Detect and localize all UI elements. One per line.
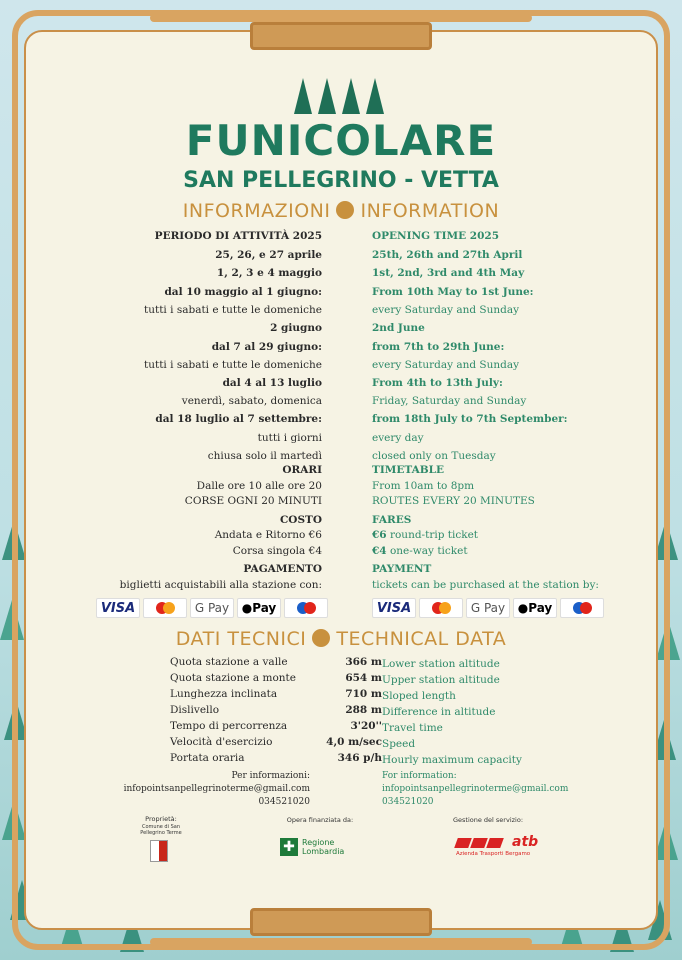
owner-label: Proprietà: (145, 815, 177, 823)
tech-label-it: Velocità d'esercizio (170, 736, 273, 748)
fare-roundtrip-en (372, 529, 478, 542)
schedule-it: PERIODO DI ATTIVITÀ 2025 (154, 230, 322, 242)
fare-oneway-it: Corsa singola €4 (232, 545, 322, 557)
technical-heading-en: TECHNICAL DATA (336, 628, 507, 650)
schedule-en: Friday, Saturday and Sunday (372, 395, 527, 407)
schedule-it: tutti i sabati e tutte le domeniche (144, 304, 322, 316)
payment-text-en: tickets can be purchased at the station by: (372, 579, 599, 591)
payment-heading-en: PAYMENT (372, 563, 432, 575)
tech-label-en: Difference in altitude (382, 706, 496, 718)
schedule-en: every day (372, 432, 424, 444)
schedule-en: 2nd June (372, 322, 425, 334)
trees-logo-icon (294, 78, 384, 114)
schedule-en: every Saturday and Sunday (372, 359, 520, 371)
apple-pay-label: Pay (252, 601, 277, 615)
frame-bar-top (150, 14, 532, 22)
timetable-frequency-en: ROUTES EVERY 20 MINUTES (372, 495, 535, 507)
tech-value: 288 m (345, 704, 382, 716)
mastercard-icon (419, 598, 463, 618)
apple-icon: ● (241, 601, 253, 615)
payment-heading-it: PAGAMENTO (243, 563, 322, 575)
tech-value: 3'20'' (350, 720, 382, 732)
google-pay-icon: G Pay (190, 598, 234, 618)
fares-heading-it: COSTO (279, 514, 322, 526)
dot-icon (312, 629, 330, 647)
apple-pay-icon (237, 598, 281, 618)
fare-oneway-en (372, 545, 468, 558)
tech-label-it: Tempo di percorrenza (170, 720, 288, 732)
atb-name: Azienda Trasporti Bergamo (456, 851, 531, 857)
poster-title: FUNICOLARE (185, 116, 497, 165)
mastercard-icon (143, 598, 187, 618)
frame-bar-bottom (150, 938, 532, 946)
payment-methods-en (372, 598, 604, 618)
technical-heading-it: DATI TECNICI (175, 628, 307, 650)
payment-methods-it (96, 598, 328, 618)
apple-icon: ● (517, 601, 529, 615)
schedule-it: dal 7 al 29 giugno: (211, 341, 322, 353)
lombardia-rose-icon: ✚ (280, 838, 298, 856)
schedule-it: tutti i sabati e tutte le domeniche (144, 359, 322, 371)
google-pay-icon: G Pay (466, 598, 510, 618)
owner-name: Comune di San Pellegrino Terme (140, 824, 182, 836)
tech-label-en: Travel time (382, 722, 443, 734)
schedule-it: dal 18 luglio al 7 settembre: (155, 413, 322, 425)
fare-oneway-price: €4 (372, 545, 387, 557)
fares-heading-en: FARES (372, 514, 412, 526)
tech-label-it: Dislivello (170, 704, 220, 716)
lombardia-name-1: Regione (302, 838, 335, 847)
schedule-en: 1st, 2nd, 3rd and 4th May (372, 267, 525, 279)
schedule-en: From 10th May to 1st June: (372, 286, 534, 298)
tech-value: 710 m (345, 688, 382, 700)
funded-label: Opera finanziata da: (286, 816, 354, 824)
schedule-it: venerdì, sabato, domenica (181, 395, 322, 407)
schedule-en: From 4th to 13th July: (372, 377, 503, 389)
contact-email-it[interactable]: infopointsanpellegrinoterme@gmail.com (123, 784, 310, 794)
contact-heading-en: For information: (382, 771, 457, 781)
fare-roundtrip-price: €6 (372, 529, 387, 541)
technical-heading (24, 628, 658, 650)
atb-wordmark: atb (512, 834, 539, 850)
schedule-it: dal 4 al 13 luglio (222, 377, 322, 389)
fare-oneway-label: one-way ticket (386, 545, 468, 557)
tech-label-en: Lower station altitude (382, 658, 500, 670)
tech-label-it: Quota stazione a valle (170, 656, 288, 668)
tech-value: 346 p/h (337, 752, 382, 764)
timetable-heading-it: ORARI (282, 464, 322, 476)
schedule-en: closed only on Tuesday (372, 450, 496, 462)
contact-phone-en[interactable]: 034521020 (382, 797, 434, 807)
tech-label-it: Quota stazione a monte (170, 672, 296, 684)
schedule-en: from 18th July to 7th September: (372, 413, 568, 425)
information-heading (24, 200, 658, 222)
apple-pay-label: Pay (528, 601, 553, 615)
tech-value: 366 m (345, 656, 382, 668)
maestro-icon (284, 598, 328, 618)
schedule-en: from 7th to 29th June: (372, 341, 505, 353)
maestro-icon (560, 598, 604, 618)
timetable-hours-it: Dalle ore 10 alle ore 20 (196, 480, 322, 492)
schedule-en: every Saturday and Sunday (372, 304, 520, 316)
tech-label-it: Lunghezza inclinata (170, 688, 278, 700)
visa-icon: VISA (372, 598, 416, 618)
schedule-it: 2 giugno (270, 322, 322, 334)
timetable-hours-en: From 10am to 8pm (372, 480, 475, 492)
tech-label-en: Sloped length (382, 690, 456, 702)
tech-value: 654 m (345, 672, 382, 684)
schedule-it: 1, 2, 3 e 4 maggio (216, 267, 322, 279)
tech-value: 4,0 m/sec (326, 736, 382, 748)
schedule-it: chiusa solo il martedì (207, 450, 322, 462)
regione-lombardia-logo (280, 838, 344, 856)
information-heading-en: INFORMATION (360, 200, 500, 222)
poster-subtitle: SAN PELLEGRINO - VETTA (183, 168, 499, 193)
tech-label-it: Portata oraria (170, 752, 245, 764)
schedule-en: OPENING TIME 2025 (372, 230, 500, 242)
schedule-it: 25, 26, e 27 aprile (215, 249, 322, 261)
municipality-crest-icon (150, 840, 168, 862)
fare-roundtrip-it: Andata e Ritorno €6 (214, 529, 322, 541)
tech-label-en: Speed (382, 738, 416, 750)
atb-logo (456, 834, 539, 857)
payment-text-it: biglietti acquistabili alla stazione con: (119, 579, 322, 591)
poster-content (24, 30, 658, 930)
dot-icon (336, 201, 354, 219)
apple-pay-icon (513, 598, 557, 618)
schedule-en: 25th, 26th and 27th April (372, 249, 523, 261)
fare-roundtrip-label: round-trip ticket (386, 529, 479, 541)
manager-label: Gestione del servizio: (452, 816, 524, 824)
contact-heading-it: Per informazioni: (231, 771, 310, 781)
schedule-it: dal 10 maggio al 1 giugno: (164, 286, 322, 298)
visa-icon: VISA (96, 598, 140, 618)
information-heading-it: INFORMAZIONI (182, 200, 331, 222)
tech-label-en: Upper station altitude (382, 674, 500, 686)
timetable-heading-en: TIMETABLE (372, 464, 444, 476)
schedule-it: tutti i giorni (257, 432, 322, 444)
timetable-frequency-it: CORSE OGNI 20 MINUTI (184, 495, 322, 507)
contact-email-en[interactable]: infopointsanpellegrinoterme@gmail.com (382, 784, 569, 794)
lombardia-name-2: Lombardia (302, 847, 345, 856)
contact-phone-it[interactable]: 034521020 (258, 797, 310, 807)
tech-label-en: Hourly maximum capacity (382, 754, 522, 766)
